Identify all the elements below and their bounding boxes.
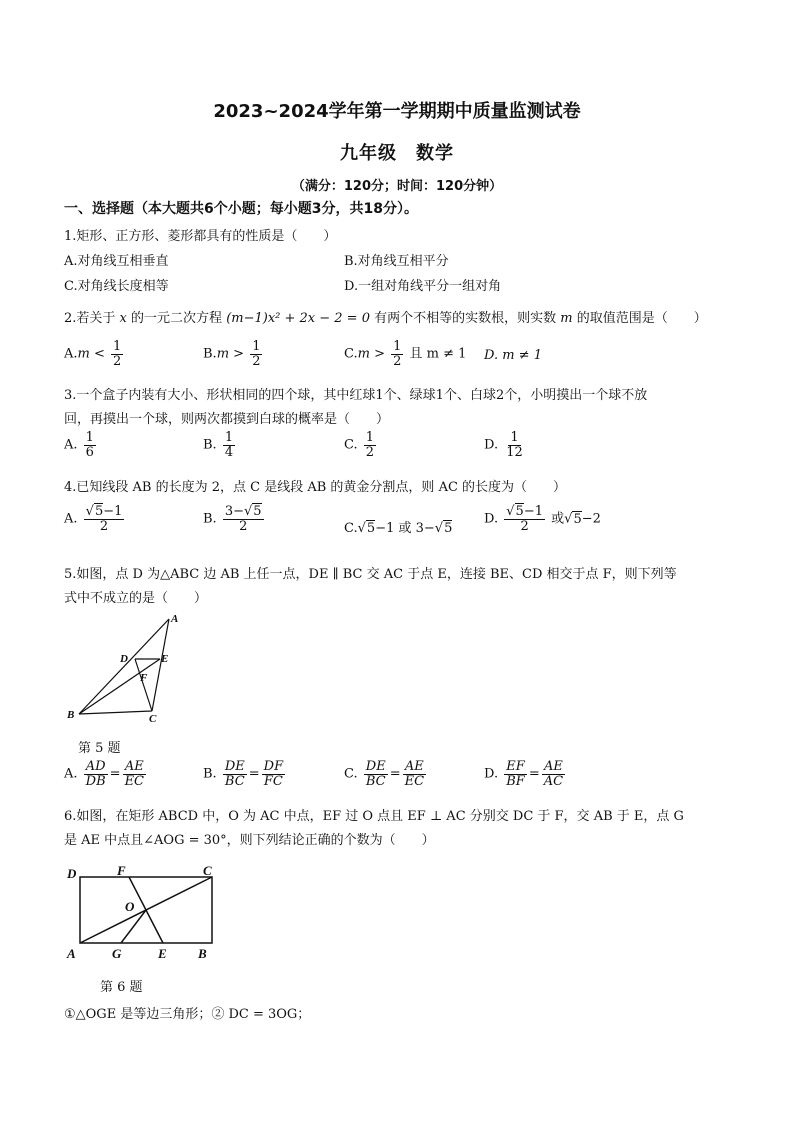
q3-line2: 回，再摸出一个球，则两次都摸到白球的概率是（ ） bbox=[64, 412, 390, 427]
q5-b-eq: = bbox=[248, 766, 260, 782]
q5-d-frac2 bbox=[542, 760, 565, 788]
q6-statements: ①△OGE 是等边三角形；② DC = 3OG； bbox=[64, 1007, 311, 1022]
q4-d-tail2: −2 bbox=[581, 511, 601, 527]
q3-a-den: 6 bbox=[85, 444, 94, 460]
q5-d-d1: BF bbox=[506, 773, 525, 789]
q3-b-num: 1 bbox=[224, 430, 234, 445]
fig5-label-c: C bbox=[149, 713, 157, 725]
q3-b-prefix: B. bbox=[203, 437, 217, 453]
fig6-label-a: A bbox=[67, 946, 76, 961]
q4-d-rad: 5 bbox=[515, 504, 524, 519]
q5-b-frac2 bbox=[262, 760, 285, 788]
q6-line2: 是 AE 中点且∠AOG = 30°，则下列结论正确的个数为（ ） bbox=[64, 833, 435, 848]
fig6-label-f: F bbox=[117, 863, 126, 878]
q2-equation: (m−1)x² + 2x − 2 = 0 bbox=[226, 311, 370, 326]
q5-d-prefix: D. bbox=[484, 766, 499, 782]
q1-option-b: B.对角线互相平分 bbox=[344, 254, 449, 269]
q5-a-frac2 bbox=[123, 760, 146, 788]
figure-q5 bbox=[60, 610, 190, 725]
exam-title: 2023~2024学年第一学期期中质量监测试卷 bbox=[213, 101, 581, 122]
q2-b-num: 1 bbox=[252, 339, 261, 354]
exam-subtitle: 九年级 数学 bbox=[340, 143, 454, 164]
q4-d-rad2: 5 bbox=[573, 511, 582, 527]
section-heading: 一、选择题（本大题共6个小题；每小题3分，共18分）。 bbox=[64, 201, 418, 217]
q5-c-eq: = bbox=[389, 766, 401, 782]
q4-a-prefix: A. bbox=[64, 511, 78, 527]
q2-var-m: m bbox=[560, 311, 573, 326]
fig6-label-c: C bbox=[203, 863, 212, 878]
q2-c-tail: 且 m ≠ 1 bbox=[409, 346, 467, 362]
q4-a-tail: −1 bbox=[103, 504, 123, 519]
q1-option-a: A.对角线互相垂直 bbox=[64, 254, 169, 269]
q2-stem-c: 有两个不相等的实数根，则实数 bbox=[374, 311, 557, 326]
q3-b-frac bbox=[223, 431, 235, 459]
q4-option-d: D. $\frac{√5-1}{2}$ 或√5−2 bbox=[484, 504, 601, 534]
q1-option-d: D.一组对角线平分一组对角 bbox=[344, 279, 502, 294]
q5-option-b bbox=[203, 760, 287, 788]
fig5-label-e: E bbox=[161, 653, 169, 665]
q5-a-frac1 bbox=[84, 760, 108, 788]
q3-option-d bbox=[484, 431, 527, 459]
fig5-label-b: B bbox=[67, 709, 75, 721]
q4-c-rad2: 5 bbox=[444, 521, 453, 536]
q2-a-prefix: A. bbox=[64, 346, 78, 362]
q2-b-rel: m > bbox=[216, 346, 245, 362]
fig5-label-a: A bbox=[171, 613, 179, 625]
q4-b-frac: $\frac{3-√5}{2}$ bbox=[224, 504, 262, 534]
q2-b-den: 2 bbox=[252, 353, 261, 369]
q2-stem-a: 2.若关于 bbox=[64, 311, 116, 326]
q2-c-num: 1 bbox=[393, 339, 402, 354]
q3-d-prefix: D. bbox=[484, 437, 499, 453]
q2-option-c bbox=[344, 340, 466, 368]
q4-b-den: 2 bbox=[239, 518, 248, 534]
q4-a-rad: 5 bbox=[94, 504, 104, 519]
q5-b-n2: DF bbox=[263, 759, 284, 774]
q3-a-frac bbox=[84, 431, 96, 459]
q2-var-x: x bbox=[119, 311, 127, 326]
q5-a-d1: DB bbox=[85, 773, 106, 789]
q1-stem: 1.矩形、正方形、菱形都具有的性质是（ ） bbox=[64, 229, 337, 244]
q5-b-d2: FC bbox=[263, 773, 283, 789]
fig6-label-g: G bbox=[112, 946, 122, 961]
q4-b-rad: 5 bbox=[253, 504, 262, 519]
q5-d-frac1 bbox=[504, 760, 527, 788]
q3-d-frac bbox=[504, 431, 525, 459]
q5-a-d2: EC bbox=[124, 773, 144, 789]
q2-a-num: 1 bbox=[113, 339, 122, 354]
q6-caption: 第 6 题 bbox=[100, 980, 143, 995]
q2-a-frac bbox=[111, 340, 123, 368]
q3-option-c bbox=[344, 431, 378, 459]
q5-a-n2: AE bbox=[124, 759, 144, 774]
q2-stem-b: 的一元二次方程 bbox=[131, 311, 223, 326]
q2-c-den: 2 bbox=[393, 353, 402, 369]
q4-c-rad1: 5 bbox=[366, 521, 376, 536]
q4-b-prefix: B. bbox=[203, 511, 217, 527]
q5-d-n2: AE bbox=[543, 759, 563, 774]
q3-c-frac bbox=[364, 431, 376, 459]
q2-c-prefix: C. bbox=[344, 346, 358, 362]
fig6-label-b: B bbox=[198, 946, 207, 961]
q4-c-prefix: C. bbox=[344, 521, 358, 536]
q5-b-prefix: B. bbox=[203, 766, 217, 782]
q4-d-mid: 或 bbox=[551, 511, 565, 527]
fig5-edge-ac bbox=[152, 619, 169, 711]
q5-option-a bbox=[64, 760, 148, 788]
q3-a-num: 1 bbox=[85, 430, 94, 445]
q3-d-den: 12 bbox=[506, 444, 523, 460]
q2-b-frac bbox=[250, 340, 262, 368]
q4-option-a bbox=[64, 505, 126, 533]
q3-b-den: 4 bbox=[224, 444, 234, 460]
q4-b-head: 3− bbox=[224, 504, 244, 519]
q5-c-d1: BC bbox=[365, 773, 386, 789]
q3-d-num: 1 bbox=[510, 430, 519, 445]
fig5-label-f: F bbox=[140, 672, 148, 684]
q5-c-frac2 bbox=[403, 760, 426, 788]
fig5-label-d: D bbox=[120, 653, 128, 665]
q6-line1: 6.如图，在矩形 ABCD 中，O 为 AC 中点，EF 过 O 点且 EF ⊥ AC 分别交 DC 于 F，交 AB 于 E，点 G bbox=[64, 809, 684, 824]
q5-d-d2: AC bbox=[543, 773, 564, 789]
q5-c-n1: DE bbox=[365, 759, 386, 774]
q2-option-b bbox=[203, 340, 264, 368]
q3-option-b bbox=[203, 431, 237, 459]
fig6-label-d: D bbox=[67, 866, 77, 881]
q5-option-d bbox=[484, 760, 567, 788]
q2-stem-d: 的取值范围是（ ） bbox=[576, 311, 707, 326]
q5-a-prefix: A. bbox=[64, 766, 78, 782]
q4-stem: 4.已知线段 AB 的长度为 2，点 C 是线段 AB 的黄金分割点，则 AC 的长度为（ ） bbox=[64, 480, 567, 495]
q4-d-tail: −1 bbox=[523, 504, 543, 519]
q4-d-frac: $\frac{√5-1}{2}$ bbox=[506, 504, 543, 534]
q5-option-c bbox=[344, 760, 428, 788]
q3-c-prefix: C. bbox=[344, 437, 358, 453]
q2-c-frac bbox=[391, 340, 403, 368]
q3-c-num: 1 bbox=[365, 430, 375, 445]
q4-d-prefix: D. bbox=[484, 511, 499, 527]
q4-d-den: 2 bbox=[520, 518, 529, 534]
q5-c-n2: AE bbox=[404, 759, 424, 774]
fig6-label-e: E bbox=[158, 946, 167, 961]
q5-b-n1: DE bbox=[224, 759, 245, 774]
q1-option-c: C.对角线长度相等 bbox=[64, 279, 169, 294]
q5-a-n1: AD bbox=[85, 759, 106, 774]
q5-c-prefix: C. bbox=[344, 766, 358, 782]
fig5-edge-ab bbox=[79, 619, 169, 714]
q2-a-den: 2 bbox=[113, 353, 122, 369]
fig6-segment-og bbox=[121, 910, 146, 943]
q5-c-frac1 bbox=[364, 760, 388, 788]
q4-c-mid: −1 或 3− bbox=[375, 521, 435, 536]
fig5-edge-be bbox=[79, 659, 160, 714]
exam-meta: （满分：120分；时间：120分钟） bbox=[291, 179, 503, 194]
q5-line1: 5.如图，点 D 为△ABC 边 AB 上任一点，DE ∥ BC 交 AC 于点 E，连接 BE、CD 相交于点 F，则下列等 bbox=[64, 567, 677, 582]
q2-a-rel: m < bbox=[77, 346, 105, 362]
q3-c-den: 2 bbox=[365, 444, 375, 460]
q2-option-a bbox=[64, 340, 125, 368]
figure-q6 bbox=[62, 862, 222, 962]
q5-b-frac1 bbox=[223, 760, 247, 788]
q5-caption: 第 5 题 bbox=[78, 741, 121, 756]
q4-option-b bbox=[203, 505, 266, 533]
q5-a-eq: = bbox=[109, 766, 121, 782]
q5-c-d2: EC bbox=[404, 773, 425, 789]
fig5-edge-bc bbox=[79, 711, 152, 714]
q3-a-prefix: A. bbox=[64, 437, 78, 453]
q2-stem bbox=[64, 307, 707, 326]
q4-a-frac: $\frac{√5-1}{2}$ bbox=[85, 504, 123, 534]
q4-option-c: C.√5−1 或 3−√5 bbox=[344, 521, 453, 536]
q5-d-eq: = bbox=[528, 766, 540, 782]
q2-c-rel: m > bbox=[357, 346, 385, 362]
q5-d-n1: EF bbox=[506, 759, 525, 774]
fig6-label-o: O bbox=[125, 899, 135, 914]
q2-b-prefix: B. bbox=[203, 346, 217, 362]
q3-option-a bbox=[64, 431, 98, 459]
q3-line1: 3.一个盒子内装有大小、形状相同的四个球，其中红球1个、绿球1个、白球2个，小明摸出一个球不放 bbox=[64, 388, 648, 403]
q4-a-den: 2 bbox=[99, 518, 109, 534]
q5-b-d1: BC bbox=[224, 773, 245, 789]
q2-option-d: D. m ≠ 1 bbox=[484, 348, 542, 363]
q5-line2: 式中不成立的是（ ） bbox=[64, 591, 208, 606]
